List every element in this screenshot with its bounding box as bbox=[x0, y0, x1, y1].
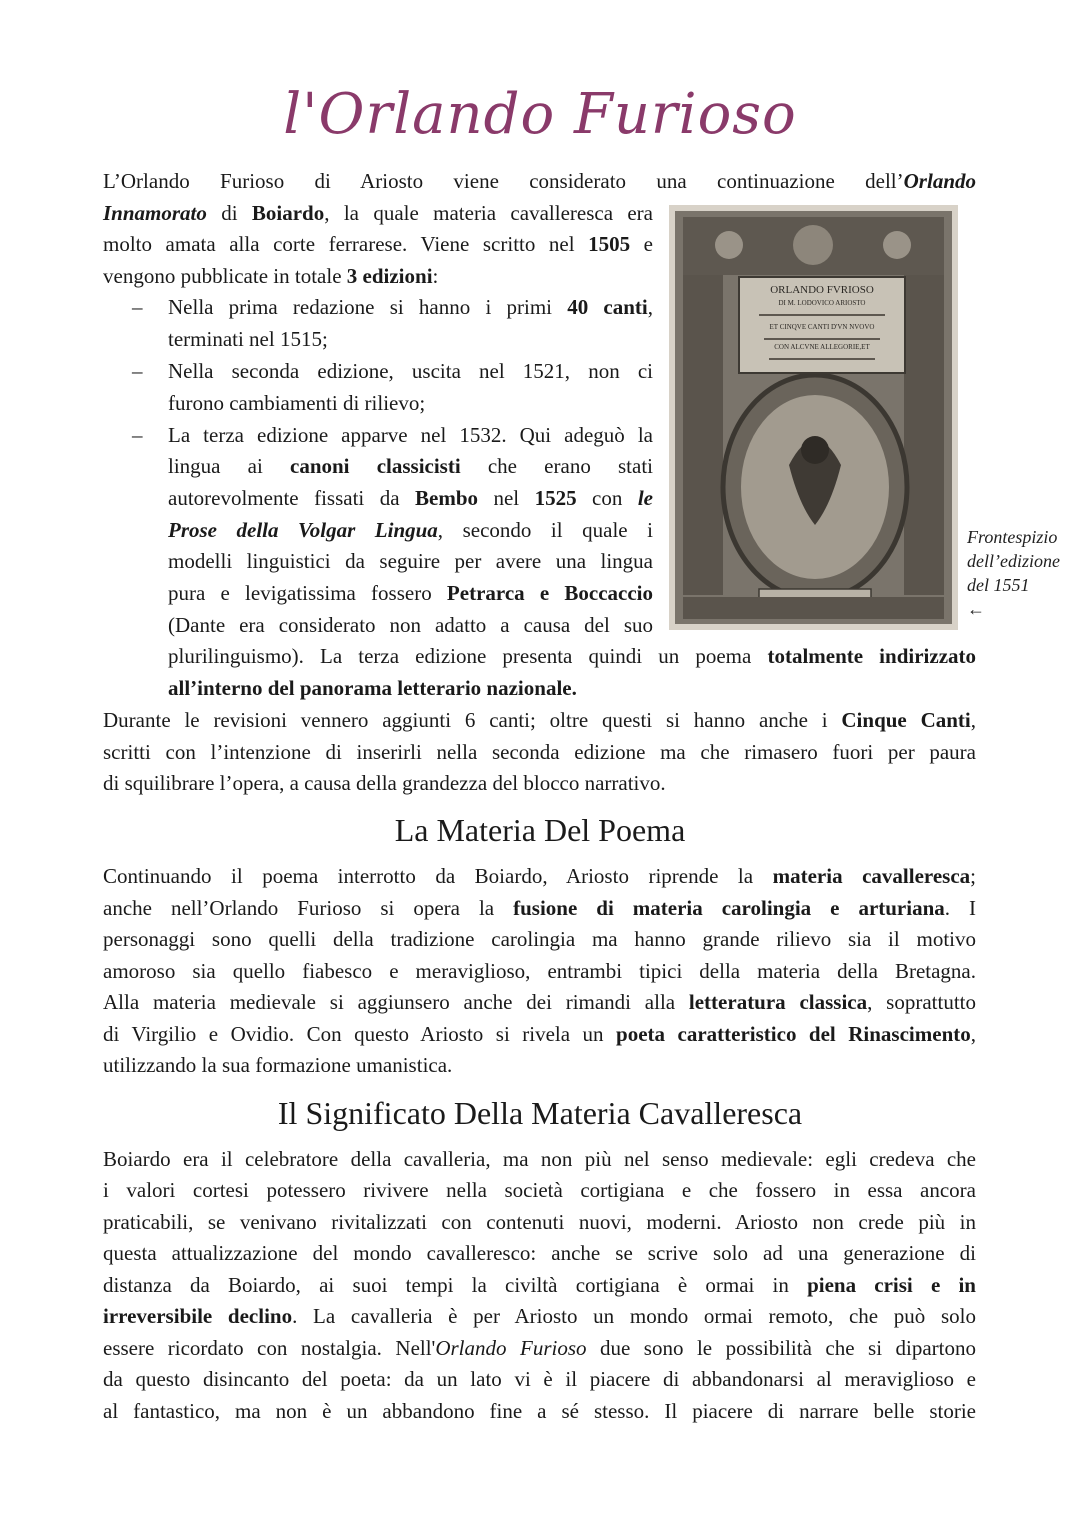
paragraph-line: di squilibrare l’opera, a causa della grandezza del blocco narrativo. bbox=[103, 771, 666, 795]
bullet-line: plurilinguismo). La terza edizione presenta quindi un poema totalmente indirizzato bbox=[168, 644, 977, 668]
bullet-line: modelli linguistici da seguire per avere una lingua bbox=[168, 549, 653, 573]
bullet-line: terminati nel 1515; bbox=[168, 327, 328, 351]
section-heading-materia: La Materia Del Poema bbox=[394, 812, 686, 848]
bullet-dash: – bbox=[132, 423, 143, 447]
intro-line: L’Orlando Furioso di Ariosto viene considerato una continuazione dell’Orlando bbox=[103, 169, 976, 193]
paragraph-line: irreversibile declino. La cavalleria è per Ariosto un mondo ormai remoto, che può solo bbox=[103, 1304, 976, 1328]
bullet-line: all’interno del panorama letterario nazionale. bbox=[168, 676, 577, 700]
page-title: l'Orlando Furioso bbox=[283, 82, 797, 147]
paragraph-line: Boiardo era il celebratore della cavalleria, ma non più nel senso medievale: egli credeva che bbox=[103, 1147, 976, 1171]
arrow-left-icon: ← bbox=[967, 599, 985, 619]
bullet-line: pura e levigatissima fossero Petrarca e Boccaccio bbox=[168, 581, 653, 605]
frontispiece-text: ET CINQVE CANTI D'VN NVOVO bbox=[769, 323, 875, 331]
paragraph-line: i valori cortesi potessero rivivere nella società cortigiana e che fossero in essa ancora bbox=[103, 1178, 976, 1202]
frontispiece-image bbox=[669, 205, 958, 630]
intro-line: Innamorato di Boiardo, la quale materia cavalleresca era bbox=[103, 201, 653, 225]
frontispiece-text: DI M. LODOVICO ARIOSTO bbox=[778, 299, 866, 307]
paragraph-line: distanza da Boiardo, ai suoi tempi la civiltà cortigiana è ormai in piena crisi e in bbox=[103, 1273, 976, 1297]
intro-line: vengono pubblicate in totale 3 edizioni: bbox=[103, 264, 439, 288]
paragraph-line: Continuando il poema interrotto da Boiardo, Ariosto riprende la materia cavalleresca; bbox=[103, 864, 976, 888]
paragraph-line: personaggi sono quelli della tradizione carolingia ma hanno grande rilievo sia il motivo bbox=[103, 927, 976, 951]
bullet-line: Prose della Volgar Lingua, secondo il quale i bbox=[168, 518, 653, 542]
frontispiece-text: CON ALCVNE ALLEGORIE,ET bbox=[774, 343, 870, 351]
frontispiece-text: ORLANDO FVRIOSO bbox=[770, 284, 874, 296]
paragraph-line: al fantastico, ma non è un abbandono fine a sé stesso. Il piacere di narrare belle storie bbox=[103, 1399, 976, 1423]
bullet-line: lingua ai canoni classicisti che erano stati bbox=[168, 454, 653, 478]
paragraph-line: amoroso sia quello fiabesco e meraviglioso, entrambi tipici della materia della Bretagna. bbox=[103, 959, 976, 983]
intro-line: molto amata alla corte ferrarese. Viene scritto nel 1505 e bbox=[103, 232, 653, 256]
bullet-dash: – bbox=[132, 359, 143, 383]
bullet-dash: – bbox=[132, 295, 143, 319]
paragraph-line: Alla materia medievale si aggiunsero anche dei rimandi alla letteratura classica, soprattutto bbox=[103, 990, 977, 1014]
bullet-line: Nella prima redazione si hanno i primi 40 canti, bbox=[168, 295, 654, 319]
paragraph-line: Durante le revisioni vennero aggiunti 6 canti; oltre questi si hanno anche i Cinque Canti, bbox=[103, 708, 976, 732]
bullet-line: furono cambiamenti di rilievo; bbox=[168, 391, 426, 415]
paragraph-line: essere ricordato con nostalgia. Nell'Orlando Furioso due sono le possibilità che si dipartono bbox=[103, 1336, 976, 1360]
paragraph-line: questa attualizzazione del mondo cavalleresco: anche se scrive solo ad una generazione di bbox=[103, 1241, 976, 1265]
paragraph-line: scritti con l’intenzione di inserirli nella seconda edizione ma che rimasero fuori per paura bbox=[103, 740, 976, 764]
bullet-line: Nella seconda edizione, uscita nel 1521, non ci bbox=[168, 359, 653, 383]
paragraph-line: utilizzando la sua formazione umanistica. bbox=[103, 1053, 453, 1077]
bullet-line: La terza edizione apparve nel 1532. Qui adeguò la bbox=[168, 423, 653, 447]
figure-caption: Frontespizio dell’edizione del 1551 ← bbox=[967, 525, 1077, 621]
paragraph-line: di Virgilio e Ovidio. Con questo Ariosto si rivela un poeta caratteristico del Rinascimento, bbox=[103, 1022, 976, 1046]
paragraph-line: anche nell’Orlando Furioso si opera la fusione di materia carolingia e arturiana. I bbox=[103, 896, 977, 920]
paragraph-line: praticabili, se venivano rivitalizzati con contenuti nuovi, moderni. Ariosto non crede più in bbox=[103, 1210, 976, 1234]
paragraph-line: da questo disincanto del poeta: da un lato vi è il piacere di abbandonarsi al meraviglioso e bbox=[103, 1367, 976, 1391]
bullet-line: autorevolmente fissati da Bembo nel 1525 con le bbox=[168, 486, 653, 510]
bullet-line: (Dante era considerato non adatto a causa del suo bbox=[168, 613, 653, 637]
section-heading-significato: Il Significato Della Materia Cavalleresca bbox=[277, 1095, 803, 1131]
